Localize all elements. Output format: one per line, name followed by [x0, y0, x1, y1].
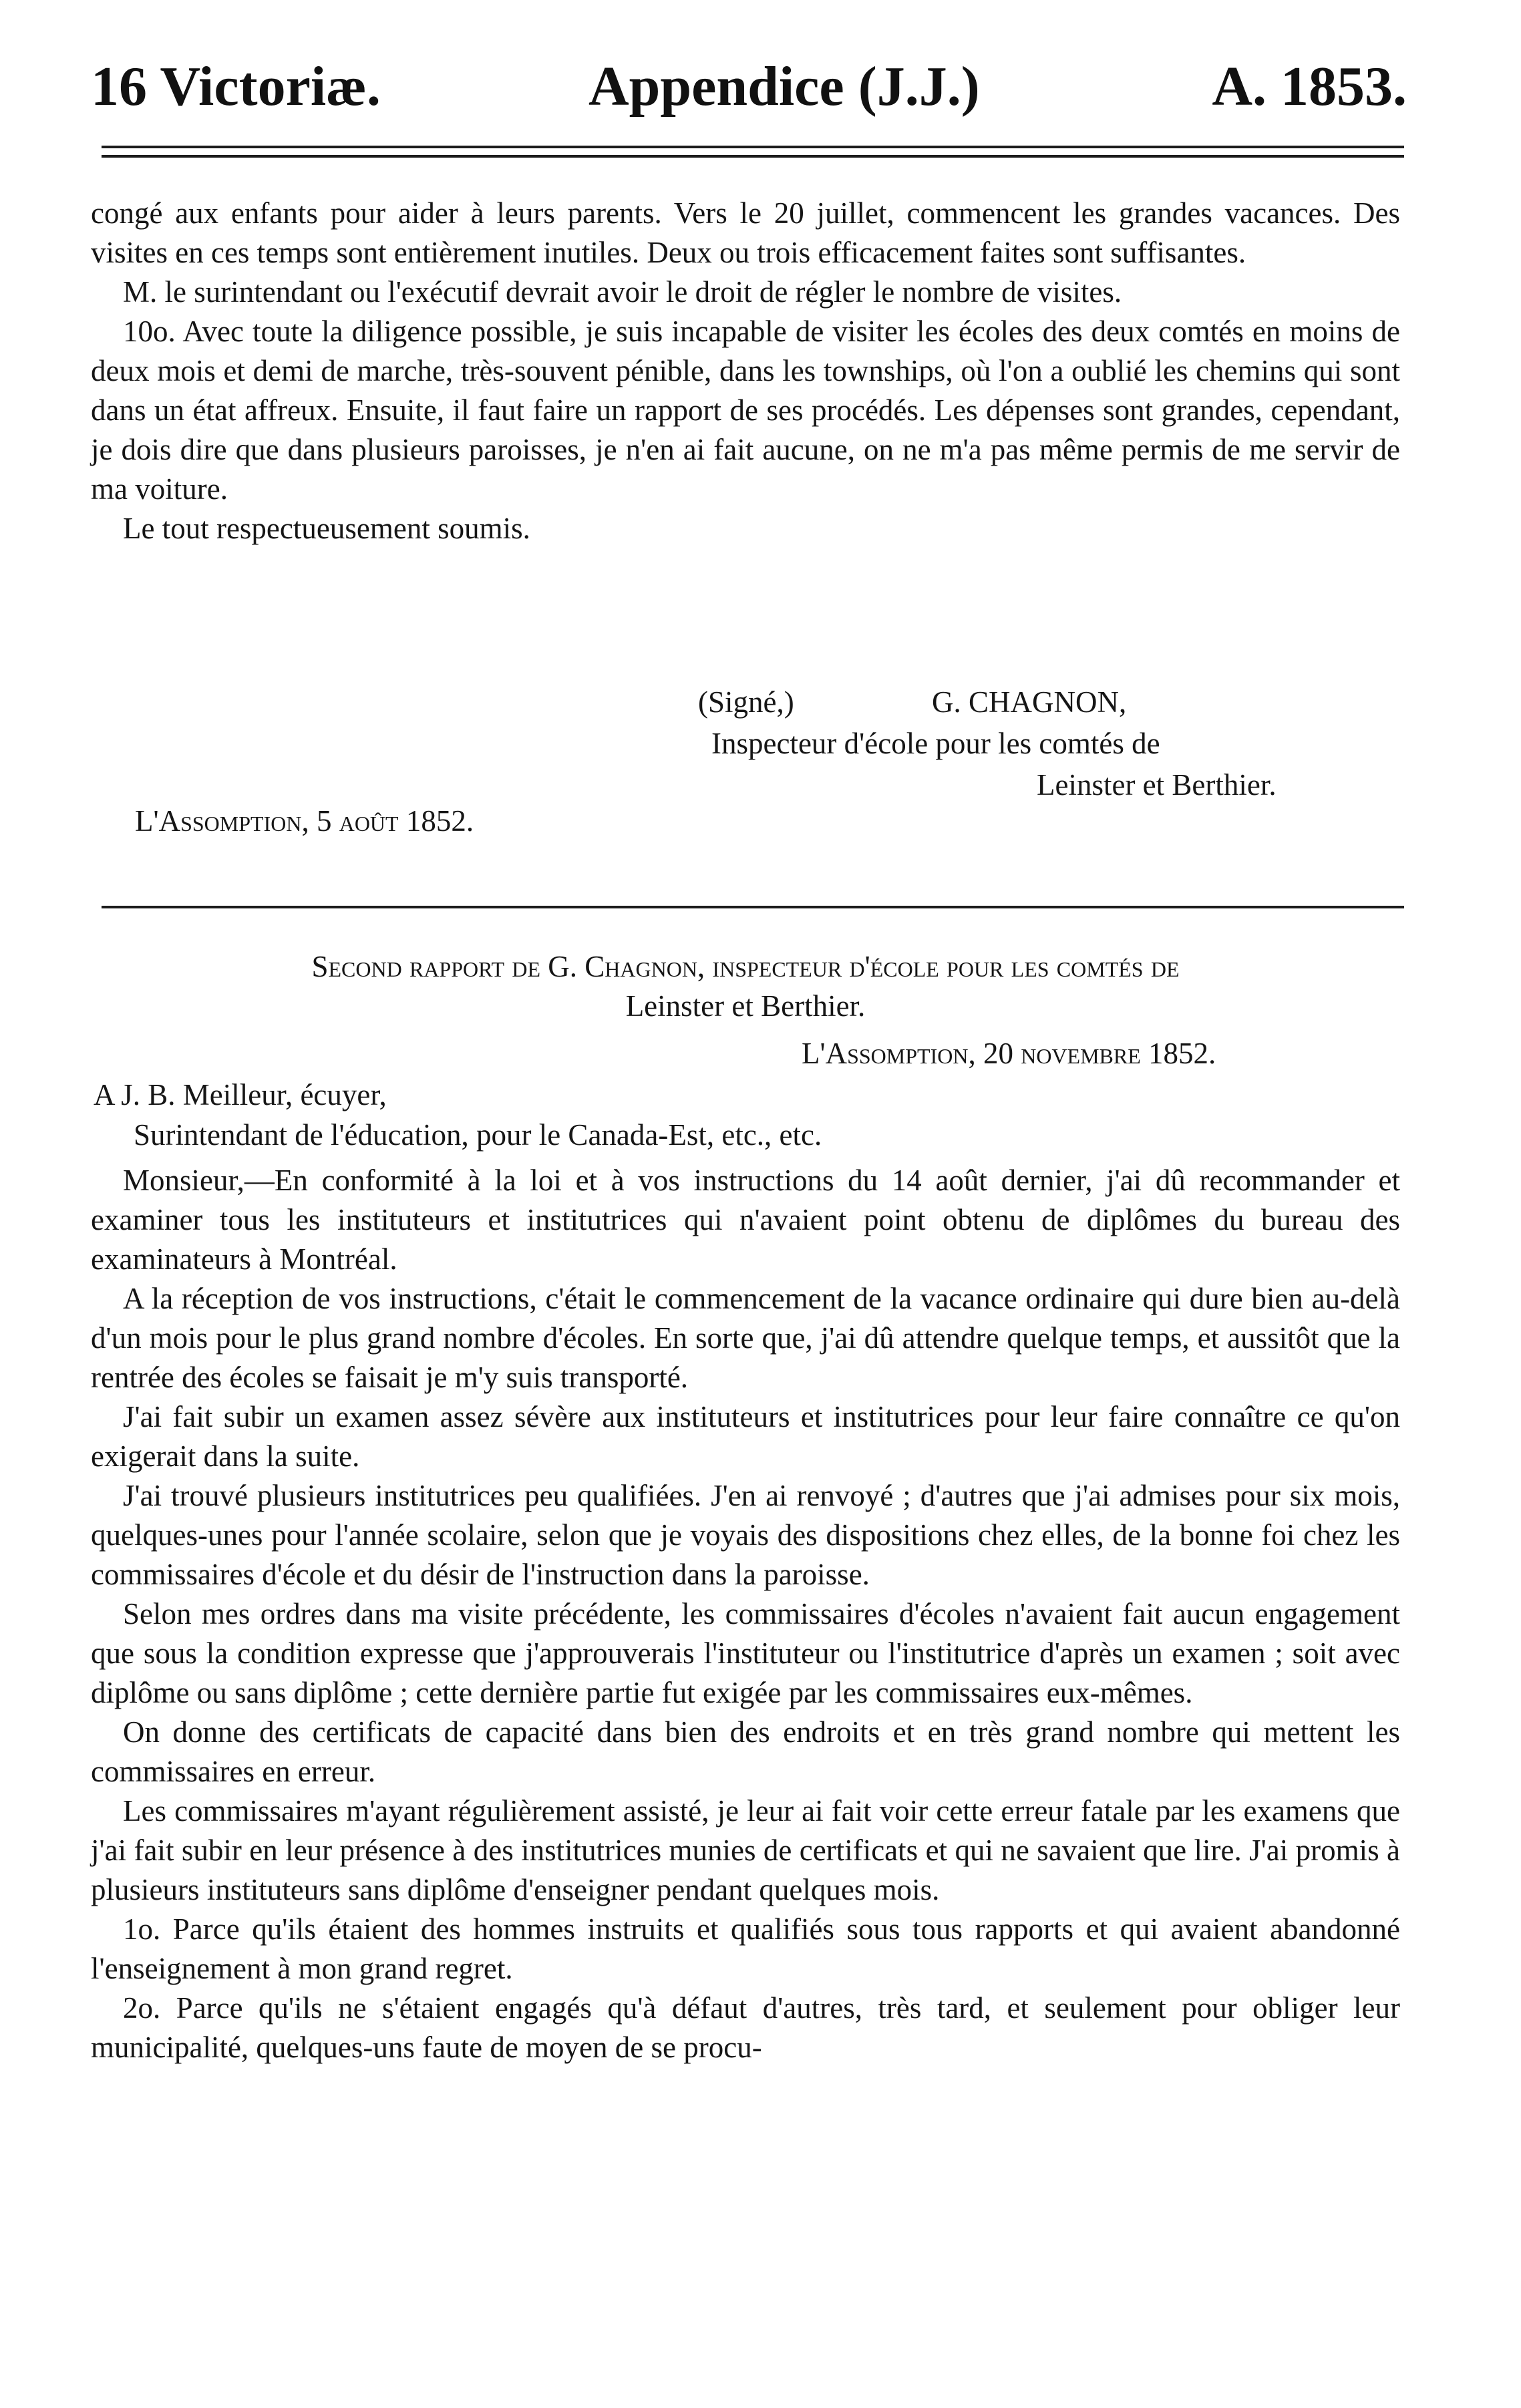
report-paragraph: J'ai trouvé plusieurs institutrices peu qualifiées. J'en ai renvoyé ; d'autres que j'ai admises pour six mois, quelques-unes pour l'année scolaire, selon que je voyais des dispositions chez elles, de la bonne foi chez les commissaires d'école et du désir de l'instruction dans la paroisse.: [91, 1479, 1400, 1591]
report-addressee-title: Surintendant de l'éducation, pour le Canada-Est, etc., etc.: [134, 1118, 822, 1152]
section-divider: [102, 906, 1404, 908]
signature-name: G. CHAGNON,: [932, 685, 1127, 719]
place-date-first: L'Assomption, 5 août 1852.: [135, 804, 474, 838]
signature-signed: (Signé,): [698, 685, 794, 719]
report-title-line1: Second rapport de G. Chagnon, inspecteur d'école pour les comtés de: [311, 950, 1180, 983]
report-dateline: L'Assomption, 20 novembre 1852.: [802, 1037, 1216, 1070]
signature-title-line1: Inspecteur d'école pour les comtés de: [711, 727, 1160, 760]
closing-line: Le tout respectueusement soumis.: [123, 512, 530, 545]
top-section: [91, 194, 1400, 548]
report-paragraph: Selon mes ordres dans ma visite précédente, les commissaires d'écoles n'avaient fait aucun engagement que sous la condition expresse que j'approuverais l'instituteur ou l'institutrice d'après un examen ; soit avec diplôme ou sans diplôme ; cette dernière partie fut exigée par les commissaires eux-mêmes.: [91, 1597, 1400, 1709]
second-report-body: [91, 1161, 1400, 2067]
report-paragraph: Monsieur,—En conformité à la loi et à vos instructions du 14 août dernier, j'ai dû recommander et examiner tous les instituteurs et institutrices qui n'avaient point obtenu de diplômes du bureau des examinateurs à Montréal.: [91, 1164, 1400, 1276]
report-paragraph: Les commissaires m'ayant régulièrement assisté, je leur ai fait voir cette erreur fatale par les examens que j'ai fait subir en leur présence à des institutrices munies de certificats et qui ne savaient que lire. J'ai promis à plusieurs instituteurs sans diplôme d'enseigner pendant quelques mois.: [91, 1794, 1400, 1906]
header-year: A. 1853.: [1212, 55, 1407, 118]
paragraph-10o: 10o. Avec toute la diligence possible, je suis incapable de visiter les écoles des deux comtés en moins de deux mois et demi de marche, très-souvent pénible, dans les townships, où l'on a oublié les chemins qui sont dans un état affreux. Ensuite, il faut faire un rapport de ses procédés. Les dépenses sont grandes, cependant, je dois dire que dans plusieurs paroisses, je n'en ai fait aucune, on ne m'a pas même permis de me servir de ma voiture.: [91, 315, 1400, 506]
second-report-heading: [91, 947, 1400, 1026]
header-double-rule: [102, 146, 1404, 158]
report-paragraph: 1o. Parce qu'ils étaient des hommes instruits et qualifiés sous tous rapports et qui avaient abandonné l'enseignement à mon grand regret.: [91, 1912, 1400, 1985]
header-session: 16 Victoriæ.: [91, 55, 381, 118]
report-addressee: A J. B. Meilleur, écuyer,: [94, 1078, 387, 1111]
paragraph-continued: congé aux enfants pour aider à leurs parents. Vers le 20 juillet, commencent les grandes vacances. Des visites en ces temps sont entièrement inutiles. Deux ou trois efficacement faites sont suffisantes.: [91, 196, 1400, 269]
running-header: [91, 47, 1407, 127]
paragraph-visits: M. le surintendant ou l'exécutif devrait avoir le droit de régler le nombre de visites.: [123, 275, 1122, 309]
report-paragraph: On donne des certificats de capacité dans bien des endroits et en très grand nombre qui mettent les commissaires en erreur.: [91, 1715, 1400, 1788]
report-paragraph: 2o. Parce qu'ils ne s'étaient engagés qu'à défaut d'autres, très tard, et seulement pour obliger leur municipalité, quelques-uns faute de moyen de se procu-: [91, 1991, 1400, 2064]
report-paragraph: J'ai fait subir un examen assez sévère aux instituteurs et institutrices pour leur faire connaître ce qu'on exigerait dans la suite.: [91, 1400, 1400, 1473]
report-title-line2: Leinster et Berthier.: [625, 989, 866, 1023]
report-paragraph: A la réception de vos instructions, c'était le commencement de la vacance ordinaire qui dure bien au-delà d'un mois pour le plus grand nombre d'écoles. En sorte que, j'ai dû attendre quelque temps, et aussitôt que la rentrée des écoles se faisait je m'y suis transporté.: [91, 1282, 1400, 1394]
signature-title-line2: Leinster et Berthier.: [1037, 768, 1277, 802]
header-appendix: Appendice (J.J.): [588, 55, 980, 118]
